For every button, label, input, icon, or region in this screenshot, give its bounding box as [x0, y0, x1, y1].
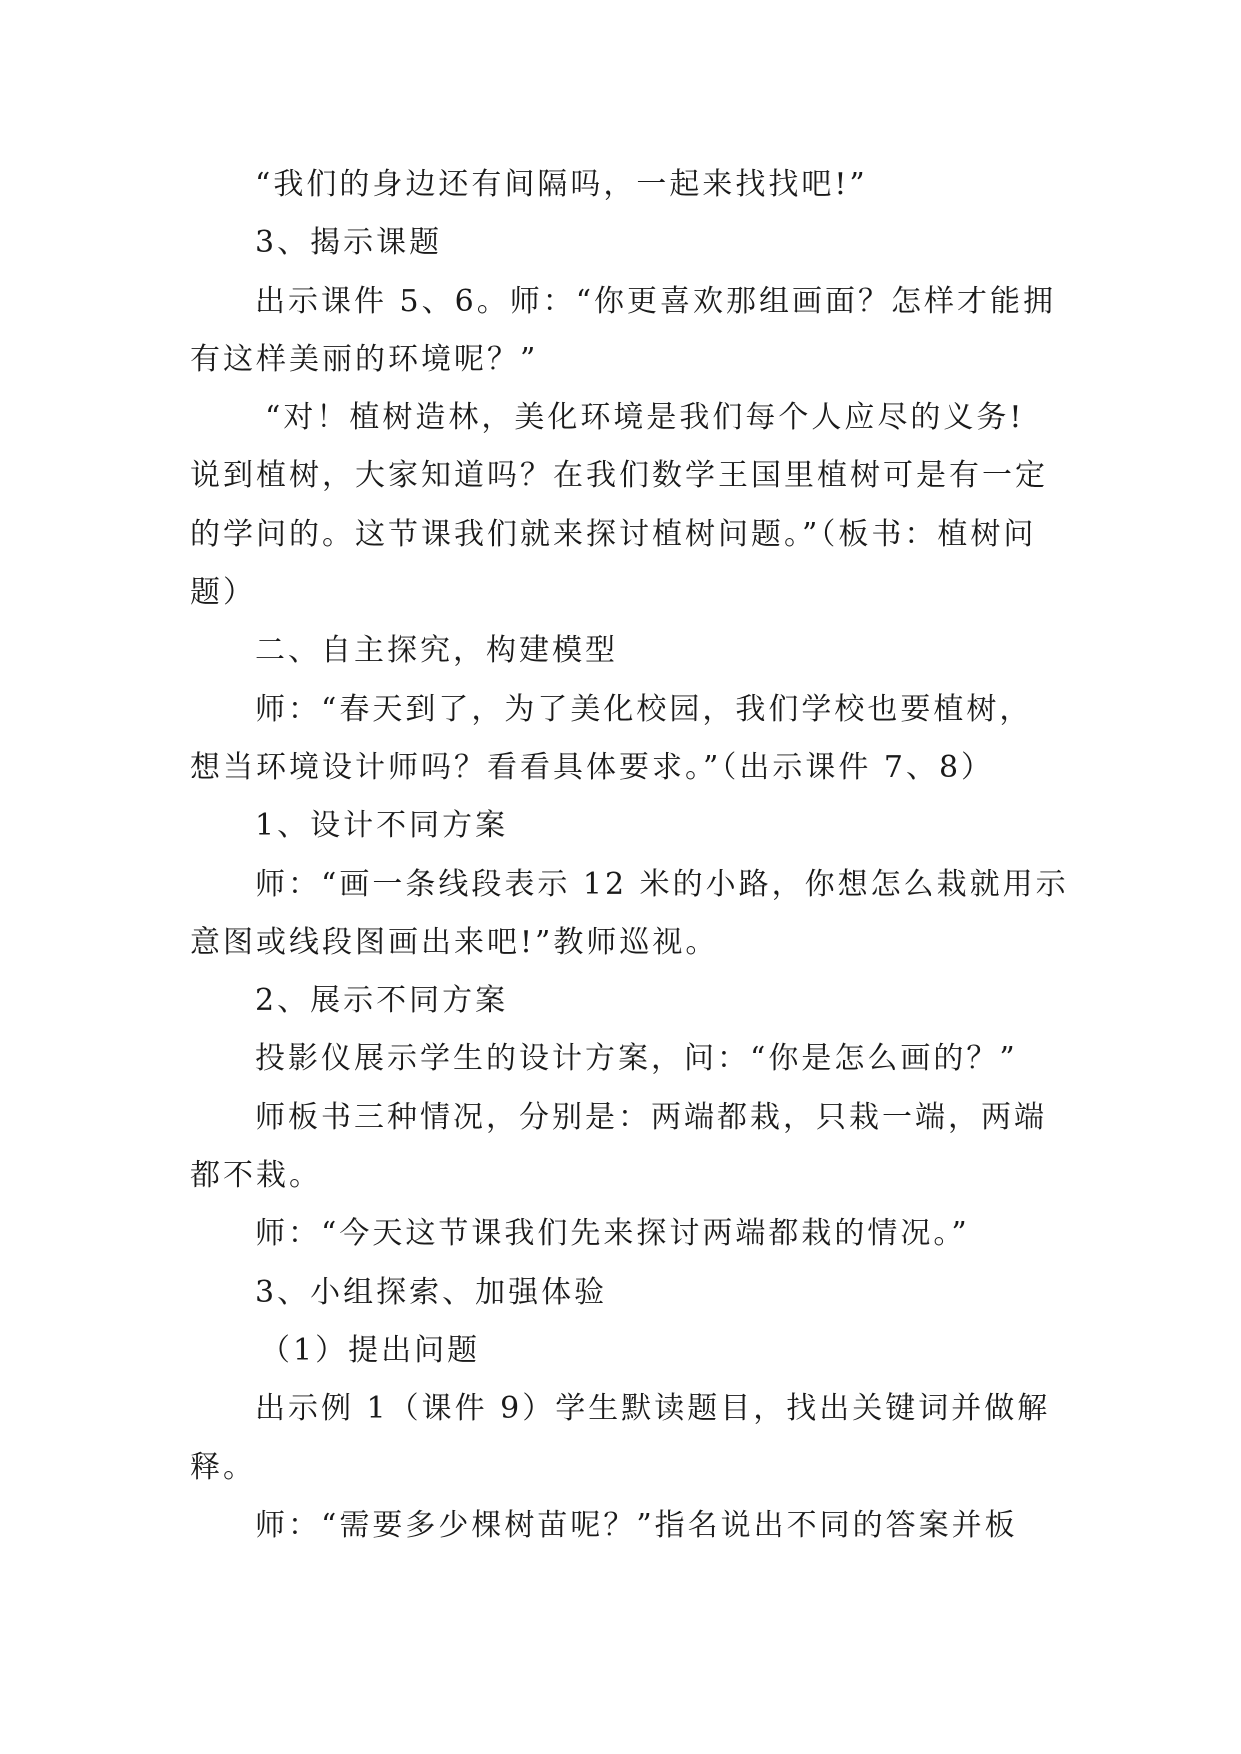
paragraph-line: 投影仪展示学生的设计方案，问：“你是怎么画的？”	[255, 1041, 1018, 1077]
paragraph-line: 出示例 1（课件 9）学生默读题目，找出关键词并做解	[255, 1391, 1051, 1427]
section-heading: 2、展示不同方案	[255, 983, 509, 1019]
section-heading: 二、自主探究，构建模型	[255, 633, 618, 669]
paragraph-line: 师：“需要多少棵树苗呢？”指名说出不同的答案并板	[255, 1507, 1018, 1543]
subsection-heading: （1）提出问题	[260, 1332, 481, 1368]
paragraph-line: 的学问的。这节课我们就来探讨植树问题。”（板书：植树问	[190, 516, 1037, 552]
paragraph-line: 想当环境设计师吗？看看具体要求。”（出示课件 7、8）	[190, 749, 995, 785]
paragraph-line: 说到植树，大家知道吗？在我们数学王国里植树可是有一定	[190, 458, 1048, 494]
paragraph-line: 师：“今天这节课我们先来探讨两端都栽的情况。”	[255, 1216, 970, 1252]
section-heading: 1、设计不同方案	[255, 808, 509, 844]
paragraph-line: “对！植树造林，美化环境是我们每个人应尽的义务!	[265, 400, 1025, 436]
paragraph-line: 师：“春天到了，为了美化校园，我们学校也要植树，	[255, 691, 1033, 727]
section-heading: 3、揭示课题	[255, 225, 443, 261]
paragraph-line: 师板书三种情况，分别是：两端都栽，只栽一端，两端	[255, 1099, 1047, 1135]
paragraph-line: 题）	[190, 575, 256, 611]
paragraph-line: 都不栽。	[190, 1158, 322, 1194]
paragraph-line: 出示课件 5、6。师：“你更喜欢那组画面？怎样才能拥	[255, 283, 1057, 319]
paragraph-line: 师：“画一条线段表示 12 米的小路，你想怎么栽就用示	[255, 866, 1069, 902]
section-heading: 3、小组探索、加强体验	[255, 1274, 608, 1310]
paragraph-line: 意图或线段图画出来吧!”教师巡视。	[190, 924, 719, 960]
paragraph-line: 释。	[190, 1449, 256, 1485]
document-page	[190, 156, 1069, 1555]
paragraph-line: 有这样美丽的环境呢？”	[190, 341, 539, 377]
paragraph-line: “我们的身边还有间隔吗，一起来找找吧!”	[255, 167, 868, 202]
